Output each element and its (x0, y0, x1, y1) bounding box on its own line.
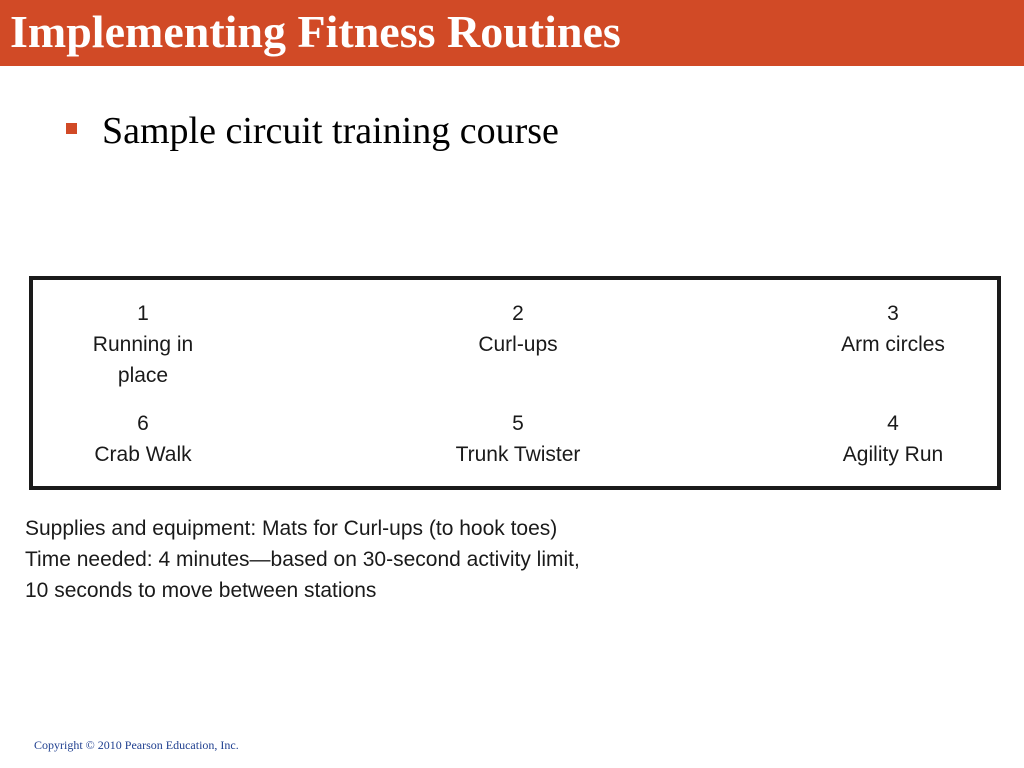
time-needed-note: Time needed: 4 minutes—based on 30-second activity limit, (25, 548, 580, 571)
circuit-course-diagram (29, 276, 1001, 490)
station-6 (33, 408, 253, 470)
station-number: 5 (512, 412, 524, 435)
course-notes (25, 513, 580, 606)
station-name: Trunk Twister (455, 443, 581, 466)
station-number: 2 (512, 302, 524, 325)
station-number: 4 (887, 412, 899, 435)
station-1 (33, 298, 253, 391)
supplies-note: Supplies and equipment: Mats for Curl-ups (to hook toes) (25, 517, 558, 540)
station-name: Arm circles (841, 333, 945, 356)
station-5 (408, 408, 628, 470)
station-name: Agility Run (842, 443, 944, 466)
copyright-footer: Copyright © 2010 Pearson Education, Inc. (34, 738, 239, 752)
station-number: 6 (137, 412, 149, 435)
station-number: 1 (137, 302, 149, 325)
slide-title: Implementing Fitness Routines (10, 6, 621, 57)
title-bar (0, 0, 1024, 66)
station-4 (783, 408, 1003, 470)
station-number: 3 (887, 302, 899, 325)
station-3 (783, 298, 1003, 360)
station-2 (408, 298, 628, 360)
station-name: Crab Walk (94, 443, 192, 466)
bullet-item (66, 106, 559, 156)
station-name: Running in place (92, 333, 194, 387)
bullet-text: Sample circuit training course (102, 110, 559, 152)
transition-note: 10 seconds to move between stations (25, 579, 377, 602)
square-bullet-icon (66, 123, 77, 134)
station-name: Curl-ups (478, 333, 558, 356)
